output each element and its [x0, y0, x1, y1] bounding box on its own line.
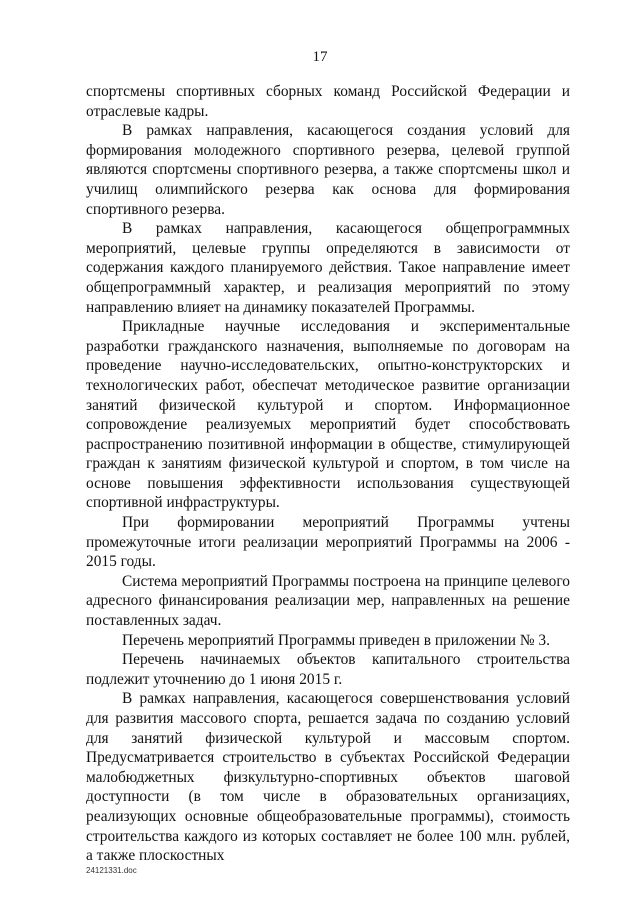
paragraph-sports-reserve: В рамках направления, касающегося создания условий для формирования молодежного спортивного резерва, целевой группой являются спортсмены спортивного резерва, а также спортсмены школ и училищ олимпийского резерва как основа для формирования спортивного резерва.: [86, 122, 570, 218]
paragraph-interim-results: При формировании мероприятий Программы учтены промежуточные итоги реализации мероприятий Программы на 2006 - 2015 годы.: [86, 514, 570, 571]
footer-filename: 24121331.doc: [86, 866, 137, 875]
paragraph-activities-list: Перечень мероприятий Программы приведен в приложении № 3.: [122, 631, 550, 649]
paragraph-construction-list: Перечень начинаемых объектов капитального строительства подлежит уточнению до 1 июня 2015 г.: [86, 651, 570, 688]
paragraph-continuation: спортсмены спортивных сборных команд Российской Федерации и отраслевые кадры.: [86, 83, 570, 120]
body-text: [86, 82, 570, 866]
paragraph-general-program-activities: В рамках направления, касающегося общепрограммных мероприятий, целевые группы определяются в зависимости от содержания каждого планируемого действия. Такое направление имеет общепрограммный характер, и реализация мероприятий по этому направлению влияет на динамику показателей Программы.: [86, 220, 570, 316]
paragraph-mass-sport: В рамках направления, касающегося совершенствования условий для развития массового спорта, решается задача по созданию условий для занятий физической культурой и массовым спортом. Предусматривается строительство в субъектах Российской Федерации малобюджетных физкультурно-спортивных объектов шаговой доступности (в том числе в образовательных организациях, реализующих основные общеобразовательные программы), стоимость строительства каждого из которых составляет не более 100 млн. рублей, а также плоскостных: [86, 690, 570, 865]
page-number: 17: [312, 49, 328, 65]
paragraph-applied-research: Прикладные научные исследования и экспериментальные разработки гражданского назначения, выполняемые по договорам на проведение научно-исследовательских, опытно-конструкторских и технологических работ, обеспечат методическое развитие организации занятий физической культурой и спортом. Информационное сопровождение реализуемых мероприятий будет способствовать распространению позитивной информации в обществе, стимулирующей граждан к занятиям физической культурой и спортом, в том числе на основе повышения эффективности использования существующей спортивной инфраструктуры.: [86, 318, 570, 512]
paragraph-targeted-financing: Система мероприятий Программы построена на принципе целевого адресного финансирования реализации мер, направленных на решение поставленных задач.: [86, 572, 570, 630]
